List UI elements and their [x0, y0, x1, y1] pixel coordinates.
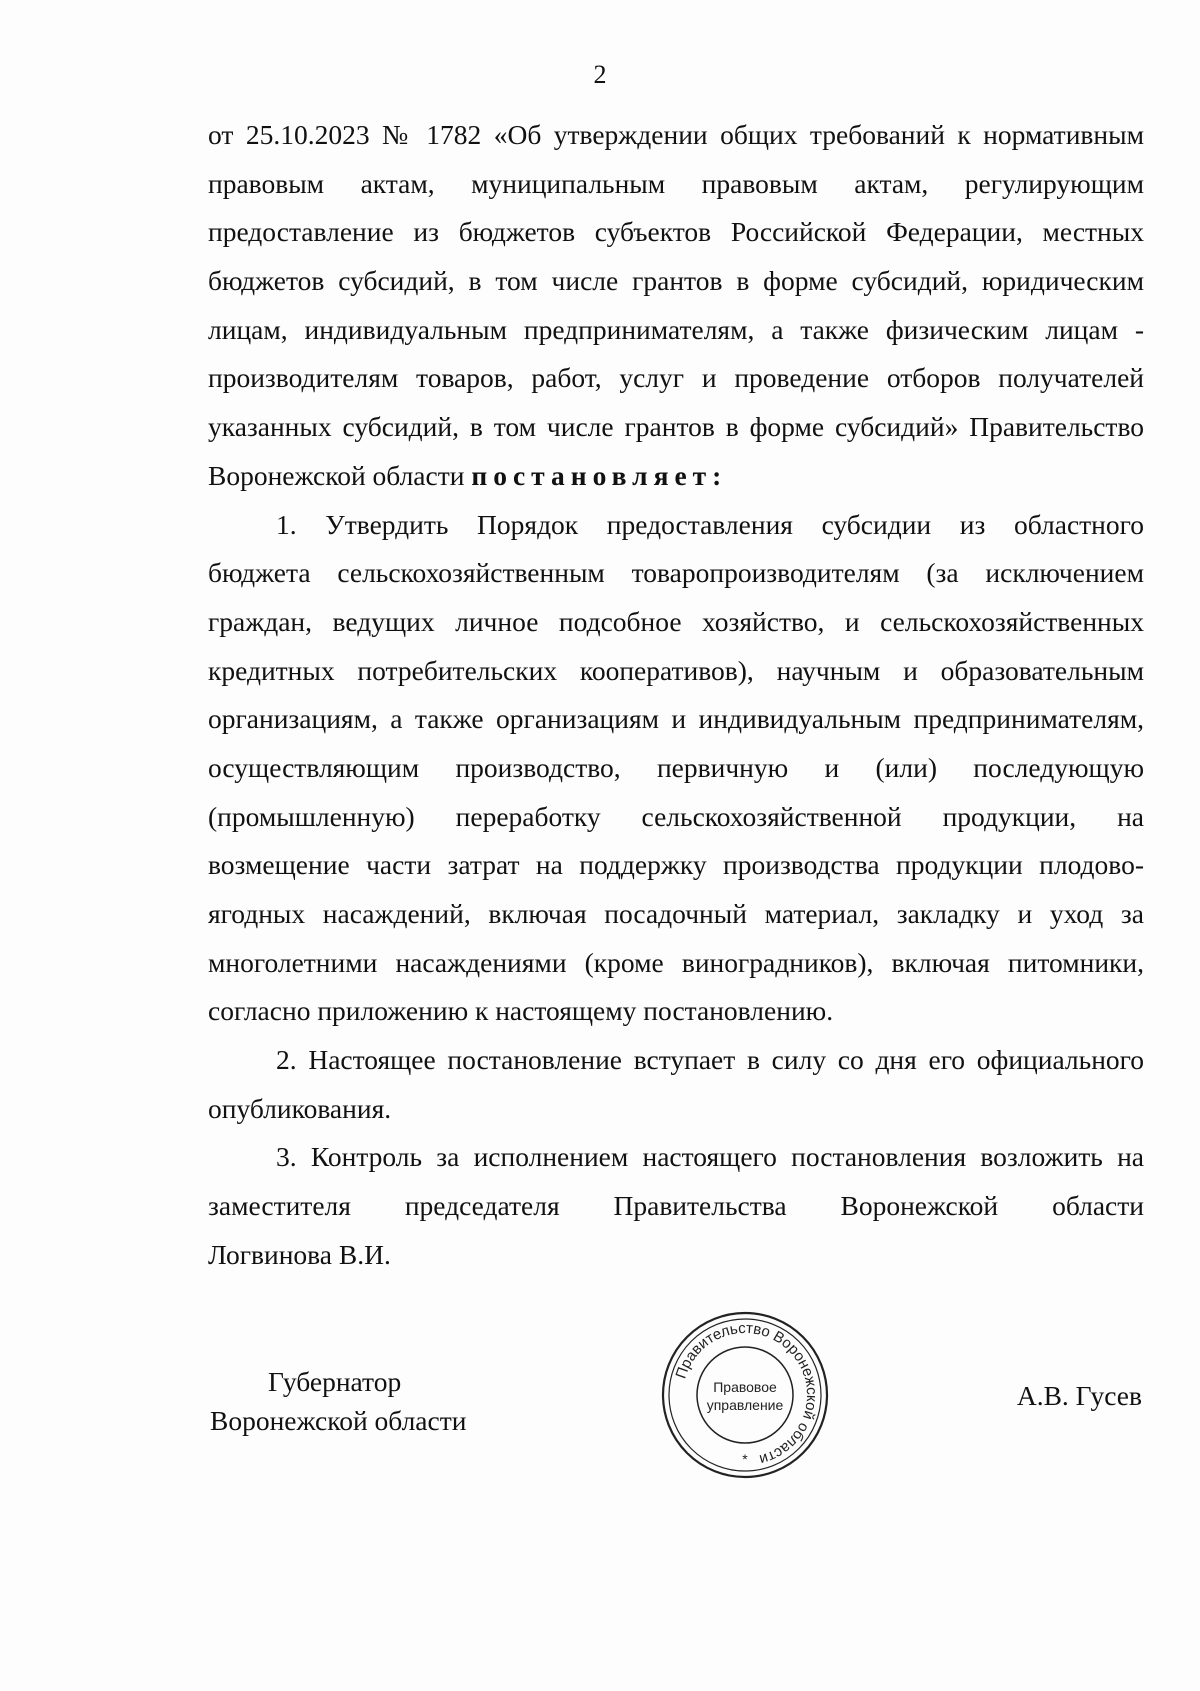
- text-line: от 25.10.2023 № 1782 «Об утверждении общих требований к нормативным: [208, 119, 1144, 150]
- document-body: [208, 111, 1144, 1280]
- page-number: 2: [593, 60, 607, 89]
- item-3-paragraph: [208, 1133, 1144, 1279]
- text-line: граждан, ведущих личное подсобное хозяйство, и сельскохозяйственных: [208, 605, 1144, 637]
- text-line: бюджета сельскохозяйственным товаропроизводителям (за исключением: [208, 557, 1144, 589]
- signatory-title: [210, 1362, 466, 1440]
- text-line: согласно приложению к настоящему постановлению.: [208, 995, 834, 1027]
- signatory-position: Губернатор: [268, 1366, 402, 1397]
- stamp-inner-line-2: управление: [706, 1397, 784, 1413]
- text-line: 2. Настоящее постановление вступает в силу со дня его официального: [276, 1044, 1144, 1076]
- stamp-inner-ring: [697, 1347, 793, 1443]
- text-line: производителям товаров, работ, услуг и проведение отборов получателей: [208, 362, 1144, 394]
- signatory-name: А.В. Гусев: [1016, 1380, 1142, 1411]
- text-line: правовым актам, муниципальным правовым актам, регулирующим: [208, 167, 1144, 199]
- text-line: опубликования.: [208, 1092, 392, 1124]
- text-line: лицам, индивидуальным предпринимателям, а также физическим лицам -: [208, 313, 1144, 345]
- text-line: 3. Контроль за исполнением настоящего постановления возложить на: [276, 1141, 1144, 1173]
- stamp-star-icon: *: [742, 1451, 748, 1467]
- text-line: ягодных насаждений, включая посадочный материал, закладку и уход за: [208, 898, 1144, 929]
- text-line: (промышленную) переработку сельскохозяйственной продукции, на: [208, 800, 1144, 832]
- text-line: [208, 452, 1144, 501]
- text-line: организациям, а также организациям и индивидуальным предпринимателям,: [208, 703, 1144, 735]
- item-2-paragraph: [208, 1036, 1144, 1133]
- text-line: 1. Утвердить Порядок предоставления субсидии из областного: [276, 508, 1144, 540]
- text-line: осуществляющим производство, первичную и (или) последующую: [208, 751, 1144, 783]
- decree-subject: Воронежской области: [208, 459, 472, 491]
- text-line: Логвинова В.И.: [208, 1238, 391, 1270]
- official-stamp: [660, 1310, 830, 1480]
- item-1-paragraph: [208, 501, 1144, 1037]
- stamp-outer-text: Правительство Воронежской области: [672, 1319, 821, 1469]
- text-line: заместителя председателя Правительства Воронежской области: [208, 1190, 1144, 1222]
- text-line: бюджетов субсидий, в том числе грантов в форме субсидий, юридическим: [208, 265, 1144, 297]
- stamp-outer-ring-inner: [669, 1319, 821, 1471]
- intro-paragraph: [208, 111, 1144, 501]
- stamp-inner-line-1: Правовое: [713, 1379, 777, 1395]
- text-line: кредитных потребительских кооперативов), научным и образовательным: [208, 654, 1144, 686]
- signatory-region: Воронежской области: [210, 1405, 467, 1436]
- decree-verb: постановляет:: [471, 459, 728, 491]
- text-line: многолетними насаждениями (кроме виноградников), включая питомники,: [208, 946, 1144, 978]
- text-line: возмещение части затрат на поддержку производства продукции плодово-: [208, 849, 1144, 881]
- text-line: указанных субсидий, в том числе грантов в форме субсидий» Правительство: [208, 411, 1144, 443]
- text-line: предоставление из бюджетов субъектов Российской Федерации, местных: [208, 216, 1144, 248]
